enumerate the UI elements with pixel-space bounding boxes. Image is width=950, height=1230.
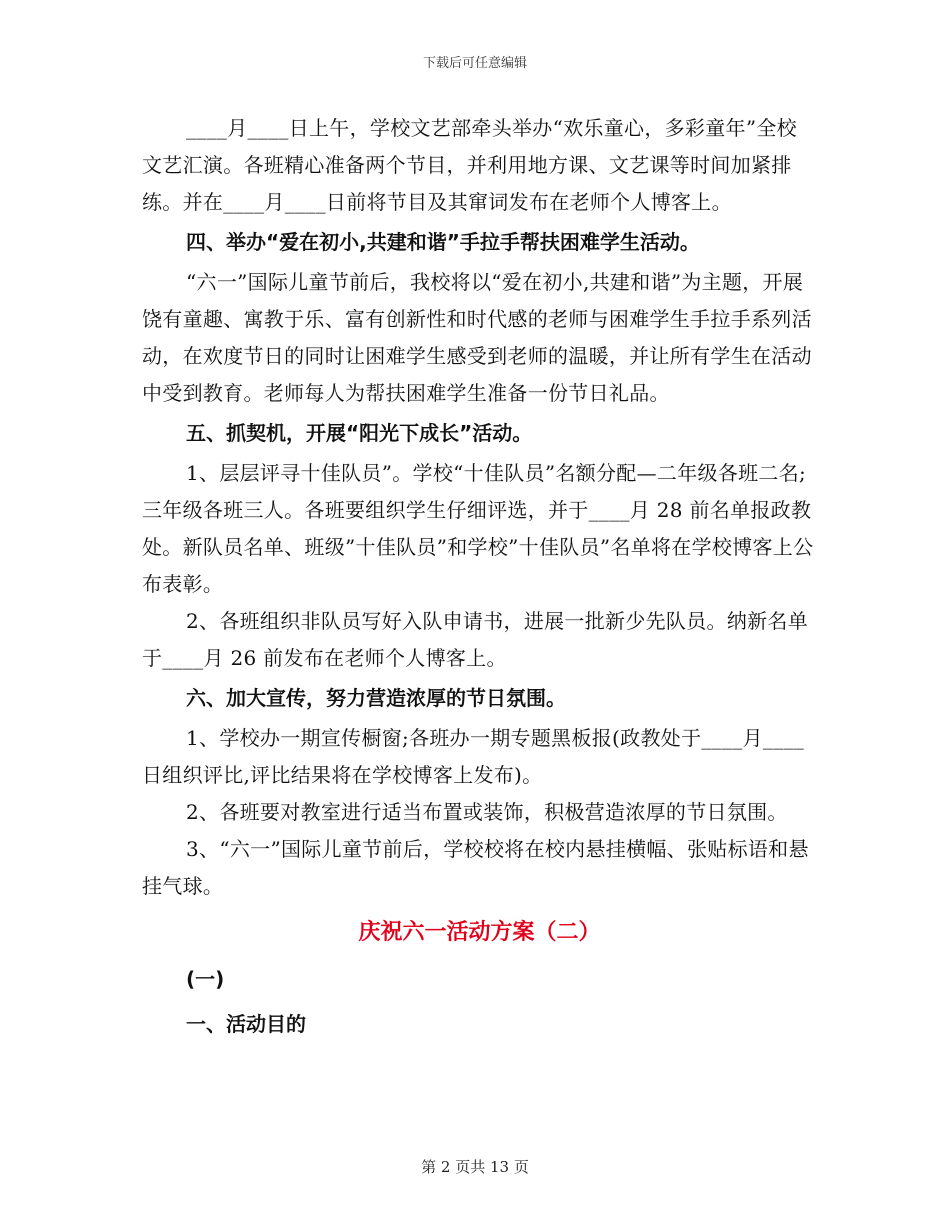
subsection-heading: 一、活动目的: [186, 1012, 306, 1036]
paragraph-top-members: 1、层层评寻十佳队员”。学校“十佳队员”名额分配—二年级各班二名;三年级各班三人。各班要组织学生仔细评选，并于____月 28 前名单报政教处。新队员名单、班级”十佳队员”和学校”十佳队员”名单将在学校博客上公布表彰。: [142, 461, 814, 596]
document-body: [142, 110, 817, 1043]
subsection-label: (一): [186, 967, 225, 991]
paragraph-performance: ____月____日上午，学校文艺部牵头举办“欢乐童心，多彩童年”全校文艺汇演。各班精心准备两个节目，并利用地方课、文艺课等时间加紧排练。并在____月____日前将节目及其窜词发布在老师个人博客上。: [142, 116, 797, 214]
paragraph-helping: “六一”国际儿童节前后，我校将以“爱在初小,共建和谐”为主题，开展饶有童趣、寓教于乐、富有创新性和时代感的老师与困难学生手拉手系列活动，在欢度节日的同时让困难学生感受到老师的温暖，并让所有学生在活动中受到教育。老师每人为帮扶困难学生准备一份节日礼品。: [142, 270, 812, 405]
section-heading-4: 四、举办“爱在初小,共建和谐”手拉手帮扶困难学生活动。: [186, 230, 700, 254]
paragraph-publicity-2: 2、各班要对教室进行适当布置或装饰，积极营造浓厚的节日氛围。: [186, 800, 788, 824]
page-footer: 第 2 页共 13 页: [421, 1158, 529, 1176]
paragraph-new-members: 2、各班组织非队员写好入队申请书，进展一批新少先队员。纳新名单于____月 26 前发布在老师个人博客上。: [142, 609, 809, 670]
section-heading-6: 六、加大宣传，努力营造浓厚的节日氛围。: [186, 686, 566, 710]
paragraph-publicity-3: 3、“六一”国际儿童节前后，学校校将在校内悬挂横幅、张贴标语和悬挂气球。: [142, 837, 809, 898]
paragraph-publicity-1: 1、学校办一期宣传橱窗;各班办一期专题黑板报(政教处于____月____日组织评比,评比结果将在学校博客上发布)。: [142, 726, 805, 787]
page-header: 下载后可任意编辑: [422, 56, 527, 71]
document-title: 庆祝六一活动方案（二）: [358, 920, 601, 945]
section-heading-5: 五、抓契机，开展“阳光下成长”活动。: [186, 421, 533, 445]
